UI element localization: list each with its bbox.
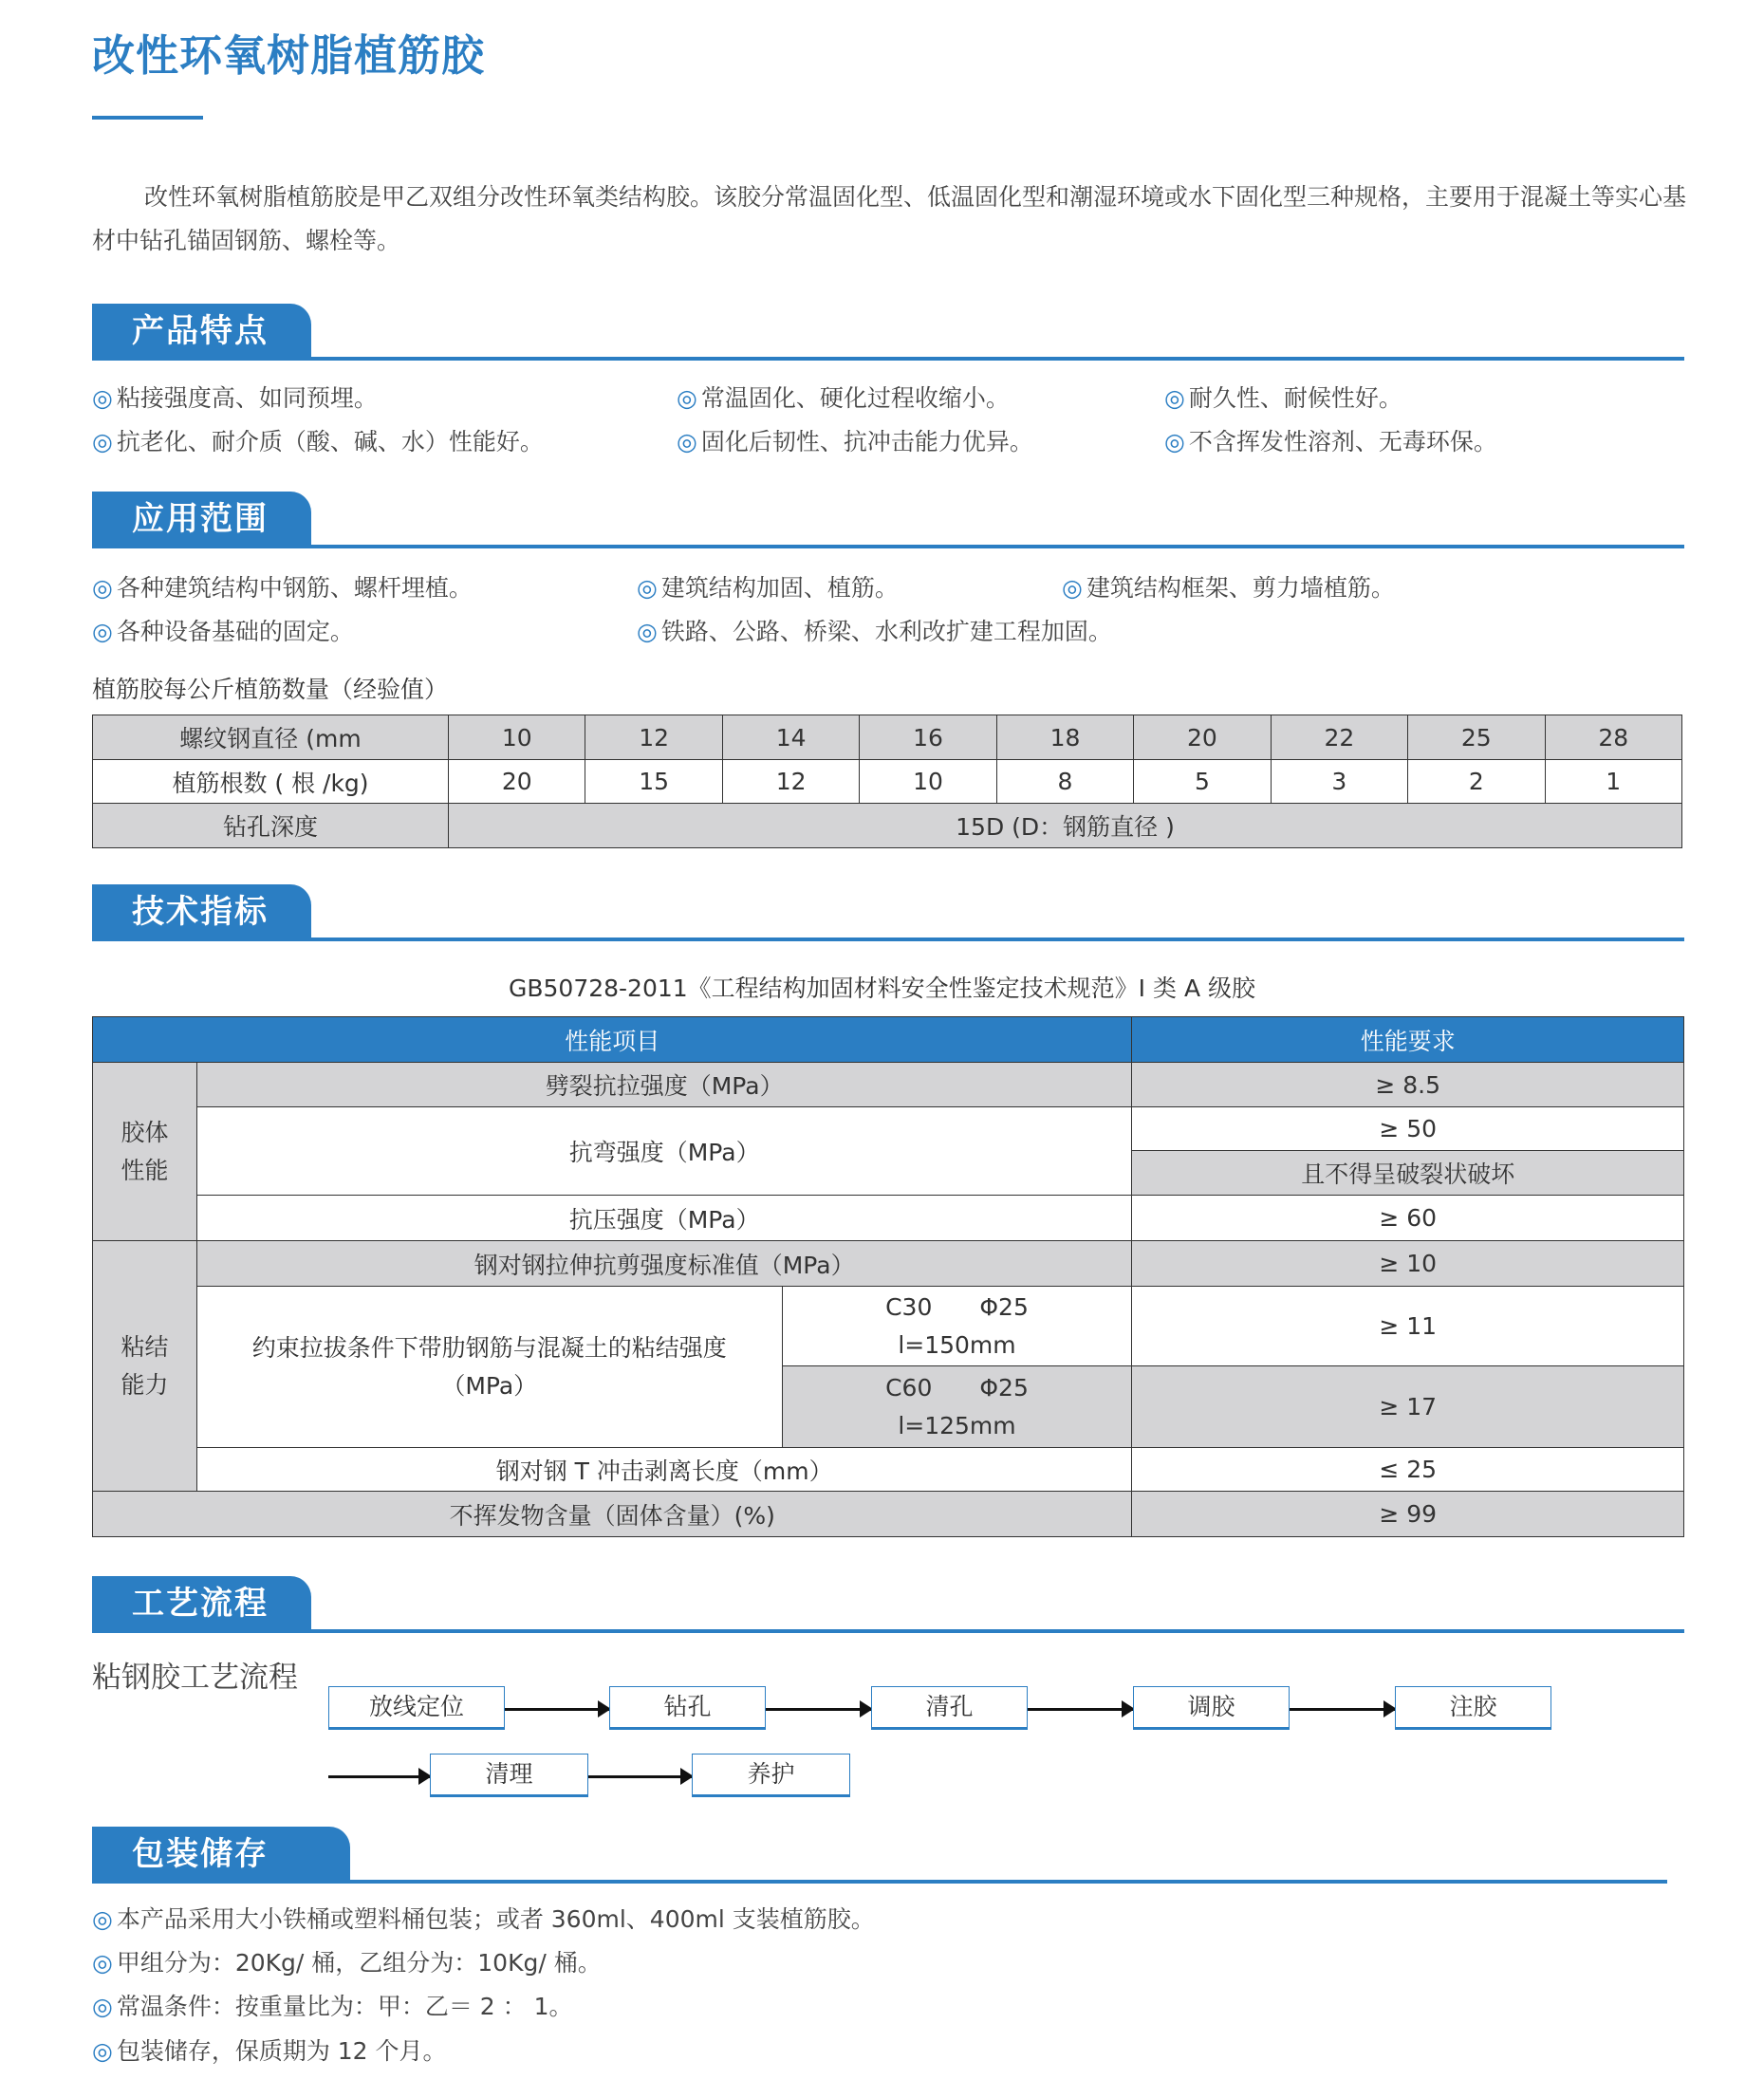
bullet-icon: ◎ xyxy=(92,1949,113,1977)
flow-step: 注胶 xyxy=(1395,1686,1551,1730)
section-title: 应用范围 xyxy=(92,492,311,547)
table-row: 且不得呈破裂状破坏 xyxy=(93,1151,1684,1196)
section-process xyxy=(92,1576,1684,1633)
table-row: C60 Φ25 l=125mm ≥ 17 xyxy=(93,1366,1684,1448)
section-title: 包装储存 xyxy=(92,1827,350,1882)
arrow-right-icon xyxy=(1028,1708,1133,1711)
specs-table xyxy=(92,1016,1684,1537)
packaging-item: ◎ 常温条件：按重量比为：甲：乙＝ 2 ： 1。 xyxy=(92,1993,573,2020)
section-title: 技术指标 xyxy=(92,884,311,939)
table-row: 植筋根数 ( 根 /kg) 20 15 12 10 8 5 3 2 1 xyxy=(93,760,1682,804)
bullet-icon: ◎ xyxy=(92,2037,113,2065)
application-item: ◎ 各种设备基础的固定。 xyxy=(92,618,354,645)
specs-caption: GB50728-2011《工程结构加固材料安全性鉴定技术规范》I 类 A 级胶 xyxy=(508,975,1255,1002)
table-row: 抗压强度（MPa） ≥ 60 xyxy=(93,1196,1684,1241)
flow-step: 养护 xyxy=(692,1754,850,1797)
intro-paragraph: 改性环氧树脂植筋胶是甲乙双组分改性环氧类结构胶。该胶分常温固化型、低温固化型和潮湿环境或水下固化型三种规格，主要用于混凝土等实心基材中钻孔锚固钢筋、螺栓等。 xyxy=(92,183,1687,254)
feature-item: ◎ 固化后韧性、抗冲击能力优异。 xyxy=(677,428,1033,455)
packaging-item: ◎ 甲组分为：20Kg/ 桶，乙组分为：10Kg/ 桶。 xyxy=(92,1949,602,1977)
page-title: 改性环氧树脂植筋胶 xyxy=(92,30,486,81)
flow-step: 钻孔 xyxy=(609,1686,766,1730)
packaging-item: ◎ 包装储存，保质期为 12 个月。 xyxy=(92,2037,447,2065)
table-header: 性能项目 性能要求 xyxy=(93,1017,1684,1063)
section-title: 工艺流程 xyxy=(92,1576,311,1631)
bullet-icon: ◎ xyxy=(92,428,113,455)
table-row: 约束拉拔条件下带肋钢筋与混凝土的粘结强度（MPa） C30 Φ25 l=150mm ≥ 11 xyxy=(93,1287,1684,1366)
bullet-icon: ◎ xyxy=(1164,428,1185,455)
bullet-icon: ◎ xyxy=(637,618,658,645)
table-row: 抗弯强度（MPa） ≥ 50 xyxy=(93,1107,1684,1151)
title-underline xyxy=(92,116,203,120)
feature-item: ◎ 耐久性、耐候性好。 xyxy=(1164,384,1402,412)
application-item: ◎ 各种建筑结构中钢筋、螺杆埋植。 xyxy=(92,574,473,602)
rebar-table-caption: 植筋胶每公斤植筋数量（经验值） xyxy=(92,676,449,703)
feature-item: ◎ 粘接强度高、如同预埋。 xyxy=(92,384,378,412)
feature-item: ◎ 常温固化、硬化过程收缩小。 xyxy=(677,384,1010,412)
application-item: ◎ 建筑结构加固、植筋。 xyxy=(637,574,899,602)
packaging-item: ◎ 本产品采用大小铁桶或塑料桶包装；或者 360ml、400ml 支装植筋胶。 xyxy=(92,1905,875,1933)
process-subtitle: 粘钢胶工艺流程 xyxy=(92,1661,298,1695)
arrow-right-icon xyxy=(505,1708,609,1711)
section-title: 产品特点 xyxy=(92,304,311,359)
arrow-right-icon xyxy=(766,1708,871,1711)
flow-step: 清理 xyxy=(430,1754,588,1797)
table-row: 粘结 能力 钢对钢拉伸抗剪强度标准值（MPa） ≥ 10 xyxy=(93,1241,1684,1287)
arrow-right-icon xyxy=(588,1775,692,1778)
bullet-icon: ◎ xyxy=(92,574,113,602)
feature-item: ◎ 抗老化、耐介质（酸、碱、水）性能好。 xyxy=(92,428,544,455)
flow-step: 放线定位 xyxy=(328,1686,505,1730)
section-specs xyxy=(92,884,1684,941)
table-row: 不挥发物含量（固体含量）(%) ≥ 99 xyxy=(93,1492,1684,1537)
arrow-right-icon xyxy=(328,1775,430,1778)
section-packaging xyxy=(92,1827,1667,1884)
table-row: 螺纹钢直径 (mm 10 12 14 16 18 20 22 25 28 xyxy=(93,715,1682,760)
feature-item: ◎ 不含挥发性溶剂、无毒环保。 xyxy=(1164,428,1497,455)
rebar-table xyxy=(92,715,1682,848)
table-row: 胶体 性能 劈裂抗拉强度（MPa） ≥ 8.5 xyxy=(93,1063,1684,1107)
section-applications xyxy=(92,492,1684,548)
application-item: ◎ 铁路、公路、桥梁、水利改扩建工程加固。 xyxy=(637,618,1112,645)
table-row: 钻孔深度 15D (D：钢筋直径 ) xyxy=(93,804,1682,848)
bullet-icon: ◎ xyxy=(1164,384,1185,412)
bullet-icon: ◎ xyxy=(92,618,113,645)
section-features xyxy=(92,304,1684,361)
flow-step: 调胶 xyxy=(1133,1686,1290,1730)
bullet-icon: ◎ xyxy=(92,1993,113,2020)
bullet-icon: ◎ xyxy=(637,574,658,602)
bullet-icon: ◎ xyxy=(1062,574,1083,602)
bullet-icon: ◎ xyxy=(677,384,697,412)
bullet-icon: ◎ xyxy=(92,384,113,412)
bullet-icon: ◎ xyxy=(92,1905,113,1933)
bullet-icon: ◎ xyxy=(677,428,697,455)
application-item: ◎ 建筑结构框架、剪力墙植筋。 xyxy=(1062,574,1395,602)
flow-step: 清孔 xyxy=(871,1686,1028,1730)
table-row: 钢对钢 T 冲击剥离长度（mm） ≤ 25 xyxy=(93,1448,1684,1492)
arrow-right-icon xyxy=(1290,1708,1395,1711)
